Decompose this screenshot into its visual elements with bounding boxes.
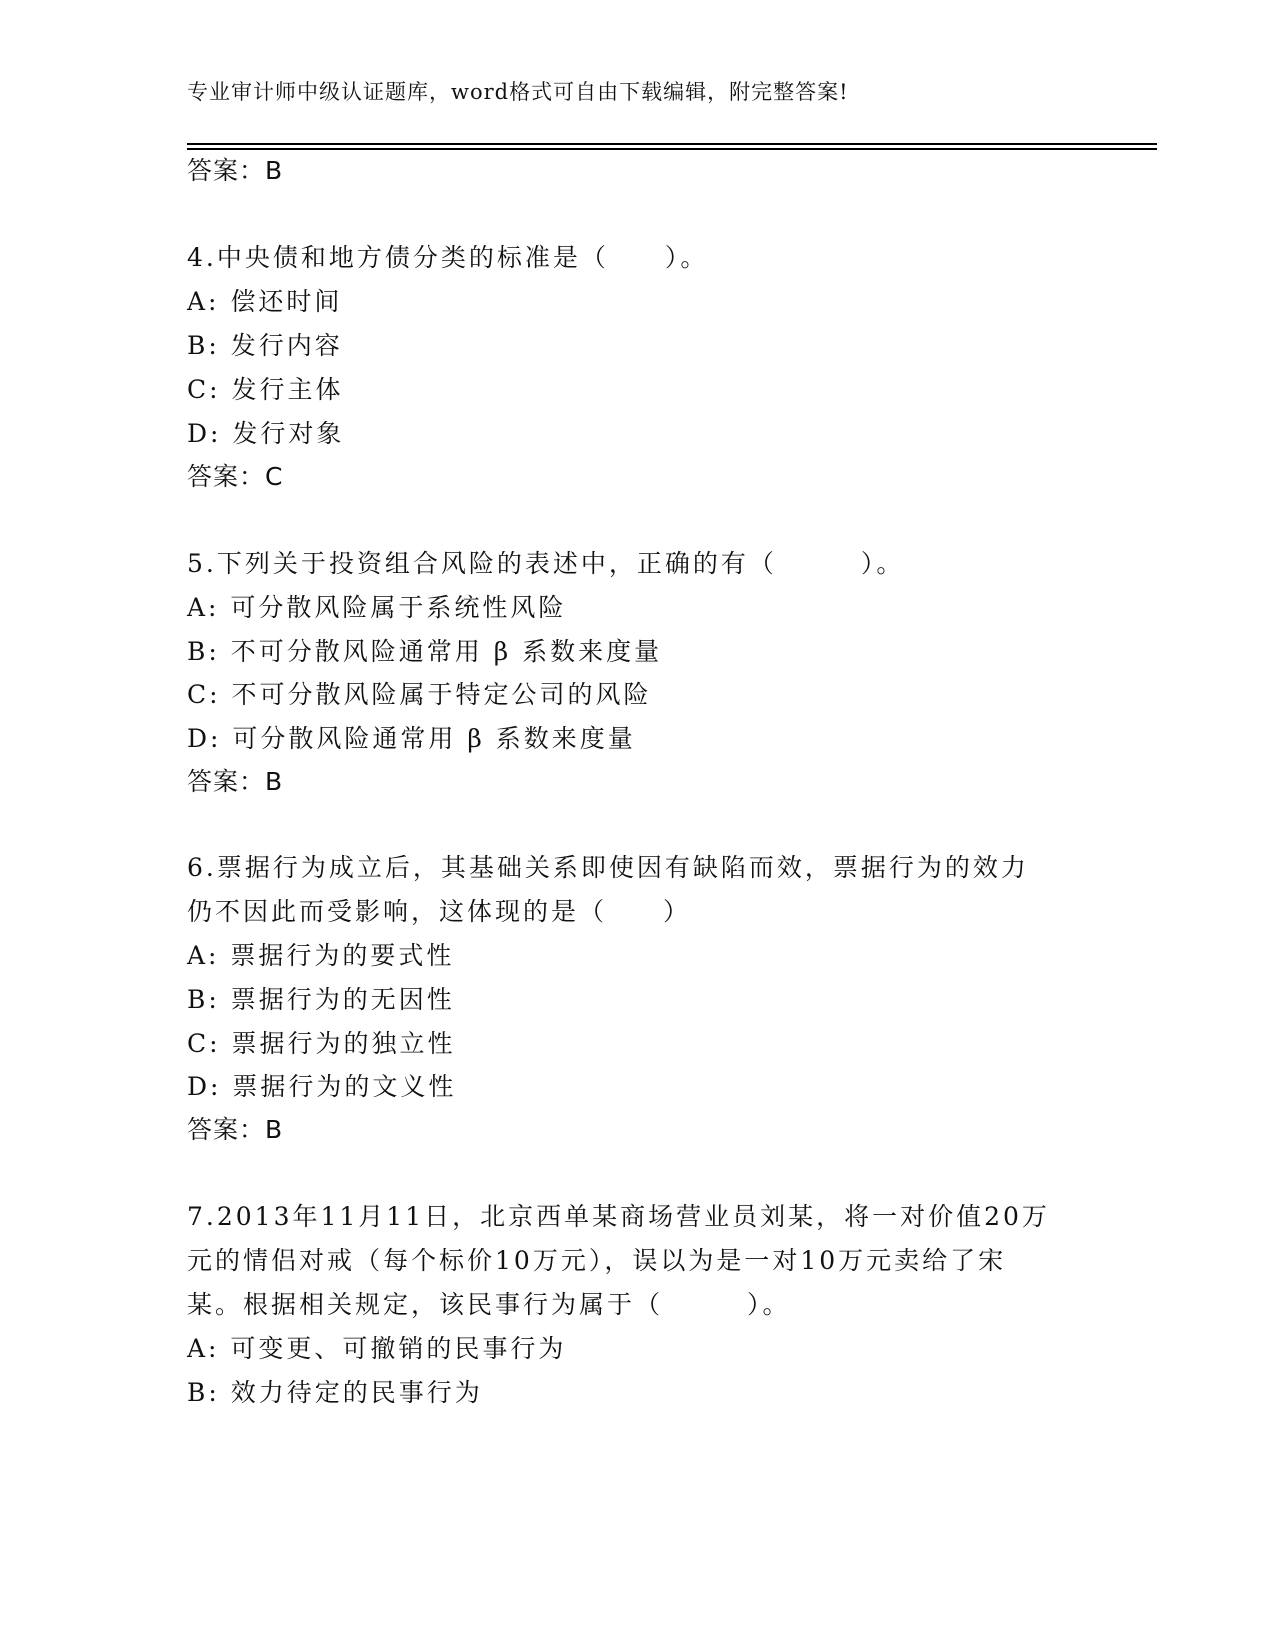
option-c: C: 发行主体 [187,375,344,404]
header-rule-thick [187,143,1157,145]
option-c: C: 不可分散风险属于特定公司的风险 [187,680,652,709]
question-stem-line-3: 某。根据相关规定，该民事行为属于（ ）。 [187,1290,791,1319]
answer-line: 答案：B [187,767,284,796]
option-a: A: 可分散风险属于系统性风险 [187,593,567,622]
option-d: D: 发行对象 [187,419,345,448]
header-rule-thin [187,148,1157,150]
option-d: D: 可分散风险通常用 β 系数来度量 [187,724,636,753]
option-c: C: 票据行为的独立性 [187,1029,456,1058]
question-stem: 4.中央债和地方债分类的标准是（ ）。 [187,243,709,272]
option-b: B: 效力待定的民事行为 [187,1378,483,1407]
answer-line: 答案：B [187,1115,284,1144]
question-stem-line-2: 仍不因此而受影响，这体现的是（ ） [187,897,692,926]
question-stem-line-1: 6.票据行为成立后，其基础关系即使因有缺陷而效，票据行为的效力 [187,853,1029,882]
option-a: A: 偿还时间 [187,287,343,316]
question-stem-line-1: 7.2013年11月11日，北京西单某商场营业员刘某，将一对价值20万 [187,1202,1050,1231]
answer-line: 答案：B [187,156,284,185]
option-b: B: 票据行为的无因性 [187,985,455,1014]
answer-line: 答案：C [187,462,284,491]
question-stem-line-2: 元的情侣对戒（每个标价10万元），误以为是一对10万元卖给了宋 [187,1246,1007,1275]
option-a: A: 可变更、可撤销的民事行为 [187,1334,567,1363]
option-b: B: 发行内容 [187,331,343,360]
option-b: B: 不可分散风险通常用 β 系数来度量 [187,637,663,666]
header-title: 专业审计师中级认证题库，word格式可自由下载编辑，附完整答案! [187,80,849,104]
option-d: D: 票据行为的文义性 [187,1072,457,1101]
question-stem: 5.下列关于投资组合风险的表述中，正确的有（ ）。 [187,549,905,578]
option-a: A: 票据行为的要式性 [187,941,455,970]
